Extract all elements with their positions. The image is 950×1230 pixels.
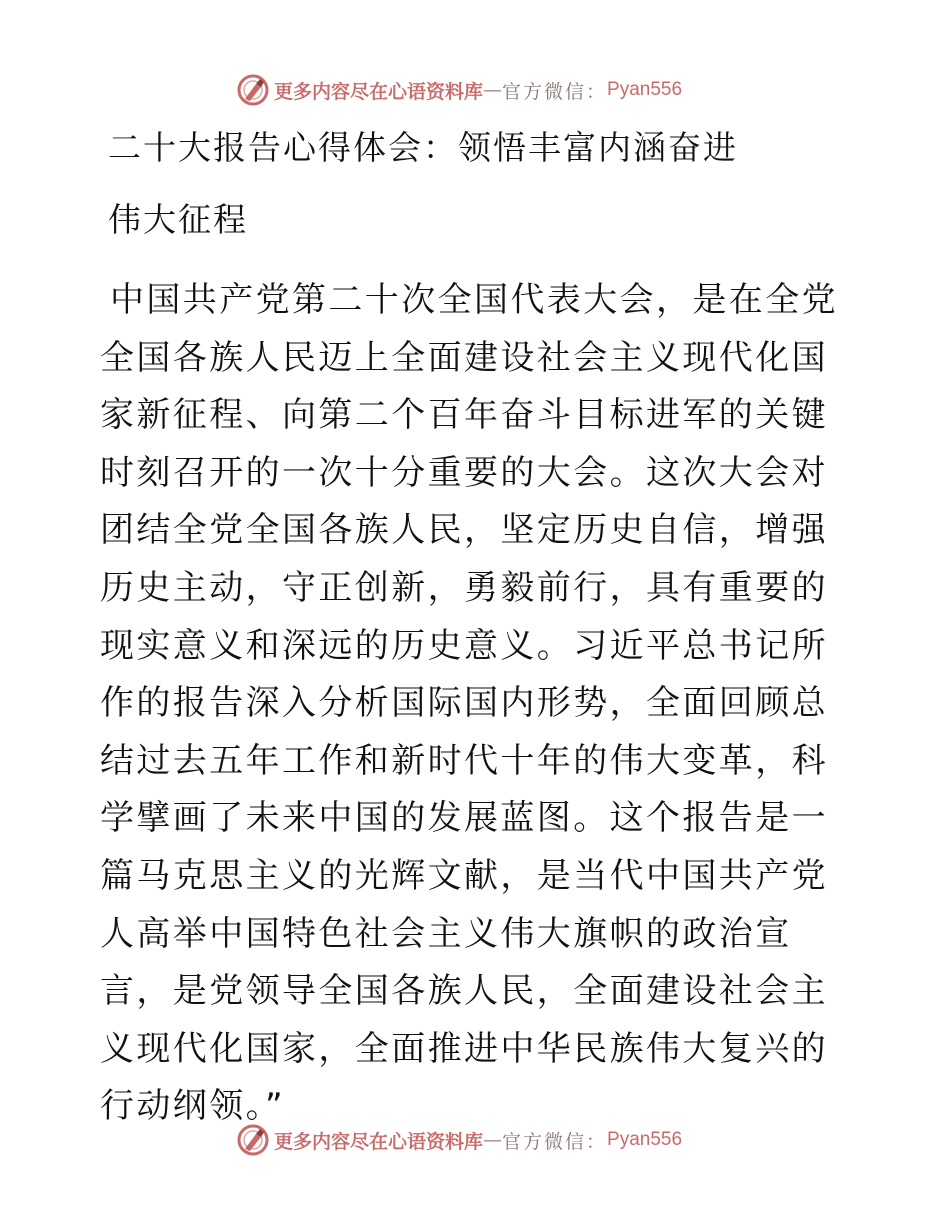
header-watermark xyxy=(236,72,682,108)
watermark-wechat-label: 官方微信： xyxy=(502,80,608,103)
document-title-line-1: 二十大报告心得体会：领悟丰富内涵奋进 xyxy=(108,128,738,167)
watermark-separator: — xyxy=(483,79,503,101)
watermark-wechat-id: Pyan556 xyxy=(607,1129,683,1150)
watermark-wechat-label: 官方微信： xyxy=(502,1130,608,1153)
watermark-text: 更多内容尽在心语资料库 xyxy=(274,1130,484,1153)
watermark-wechat-id: Pyan556 xyxy=(607,79,683,100)
watermark-text: 更多内容尽在心语资料库 xyxy=(274,80,484,103)
footer-watermark xyxy=(236,1122,682,1158)
document-title-line-2: 伟大征程 xyxy=(108,200,248,239)
watermark-separator: — xyxy=(483,1129,503,1151)
pen-nib-logo-icon xyxy=(236,1123,270,1157)
pen-nib-logo-icon xyxy=(236,73,270,107)
document-paragraph: 中国共产党第二十次全国代表大会，是在全党全国各族人民迈上全面建设社会主义现代化国家新征程、向第二个百年奋斗目标进军的关键时刻召开的一次十分重要的大会。这次大会对团结全党全国各族人民，坚定历史自信，增强历史主动，守正创新，勇毅前行，具有重要的现实意义和深远的历史意义。习近平总书记所作的报告深入分析国际国内形势，全面回顾总结过去五年工作和新时代十年的伟大变革，科学擘画了未来中国的发展蓝图。这个报告是一篇马克思主义的光辉文献，是当代中国共产党人高举中国特色社会主义伟大旗帜的政治宣言，是党领导全国各族人民，全面建设社会主义现代化国家，全面推进中华民族伟大复兴的行动纲领。” xyxy=(100,280,838,1127)
